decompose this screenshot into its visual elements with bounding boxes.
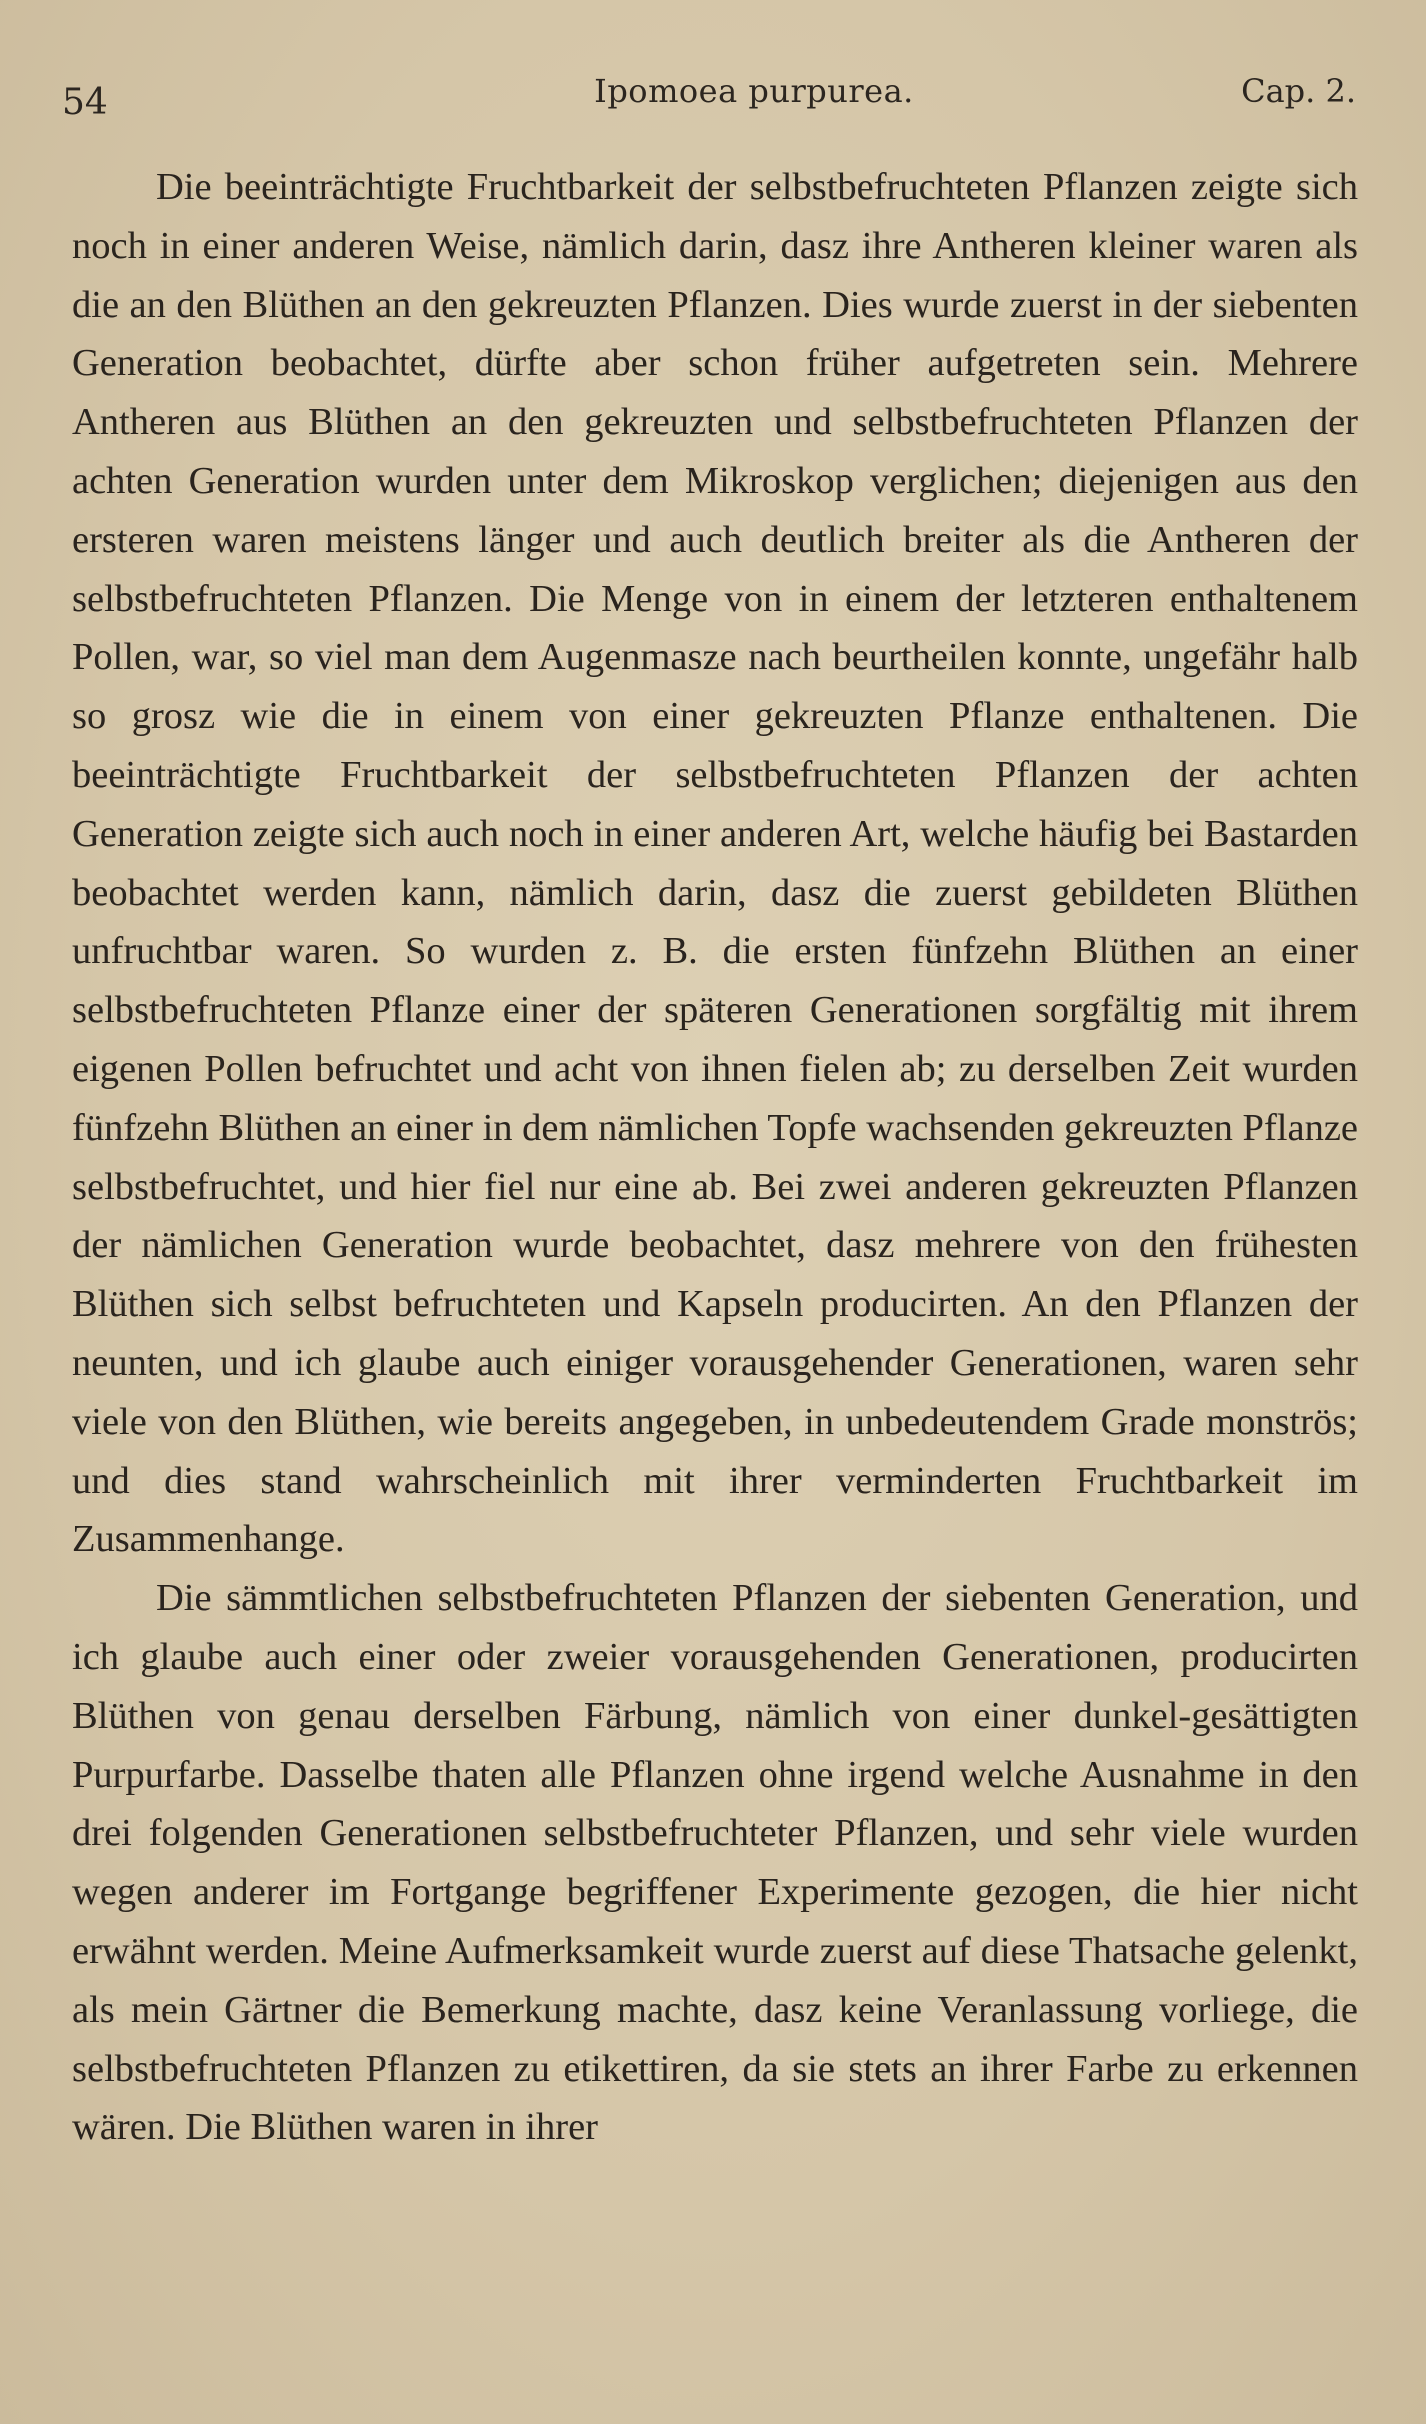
paragraph-1: Die beeinträchtigte Fruchtbarkeit der selbstbefruchteten Pflanzen zeigte sich noch in einer anderen Weise, nämlich darin, dasz ihre Antheren kleiner waren als die an den Blüthen an den gekreuzten Pflanzen. Dies wurde zuerst in der siebenten Generation beobachtet, dürfte aber schon früher aufgetreten sein. Mehrere Antheren aus Blüthen an den gekreuzten und selbstbefruchteten Pflanzen der achten Generation wurden unter dem Mikroskop verglichen; diejenigen aus den ersteren waren meistens länger und auch deutlich breiter als die Antheren der selbstbefruchteten Pflanzen. Die Menge von in einem der letzteren enthaltenem Pollen, war, so viel man dem Augenmasze nach beurtheilen konnte, ungefähr halb so grosz wie die in einem von einer gekreuzten Pflanze enthaltenen. Die beeinträchtigte Fruchtbarkeit der selbstbefruchteten Pflanzen der achten Generation zeigte sich auch noch in einer anderen Art, welche häufig bei Bastarden beobachtet werden kann, nämlich darin, dasz die zuerst gebildeten Blüthen unfruchtbar waren. So wurden z. B. die ersten fünfzehn Blüthen an einer selbstbefruchteten Pflanze einer der späteren Generationen sorgfältig mit ihrem eigenen Pollen befruchtet und acht von ihnen fielen ab; zu derselben Zeit wurden fünfzehn Blüthen an einer in dem nämlichen Topfe wachsenden gekreuzten Pflanze selbstbefruchtet, und hier fiel nur eine ab. Bei zwei anderen gekreuzten Pflanzen der nämlichen Generation wurde beobachtet, dasz mehrere von den frühesten Blüthen sich selbst befruchteten und Kapseln producirten. An den Pflanzen der neunten, und ich glaube auch einiger vorausgehender Generationen, waren sehr viele von den Blüthen, wie bereits angegeben, in unbedeutendem Grade monströs; und dies stand wahrscheinlich mit ihrer verminderten Fruchtbarkeit im Zusammenhange.	[72, 166, 1358, 1561]
page-header	[62, 68, 1356, 138]
chapter-label: Cap. 2.	[1241, 72, 1356, 110]
running-title: Ipomoea purpurea.	[594, 72, 914, 110]
paragraph-2: Die sämmtlichen selbstbefruchteten Pflanzen der siebenten Generation, und ich glaube auch einer oder zweier vorausgehenden Generationen, producirten Blüthen von genau derselben Färbung, nämlich von einer dunkel-gesättigten Purpurfarbe. Dasselbe thaten alle Pflanzen ohne irgend welche Ausnahme in den drei folgenden Generationen selbstbefruchteter Pflanzen, und sehr viele wurden wegen anderer im Fortgange begriffener Experimente gezogen, die hier nicht erwähnt werden. Meine Aufmerksamkeit wurde zuerst auf diese Thatsache gelenkt, als mein Gärtner die Bemerkung machte, dasz keine Veranlassung vorliege, die selbstbefruchteten Pflanzen zu etikettiren, da sie stets an ihrer Farbe zu erkennen wären. Die Blüthen waren in ihrer	[72, 1577, 1358, 2149]
body-text	[72, 158, 1358, 2157]
page-number: 54	[62, 82, 108, 123]
